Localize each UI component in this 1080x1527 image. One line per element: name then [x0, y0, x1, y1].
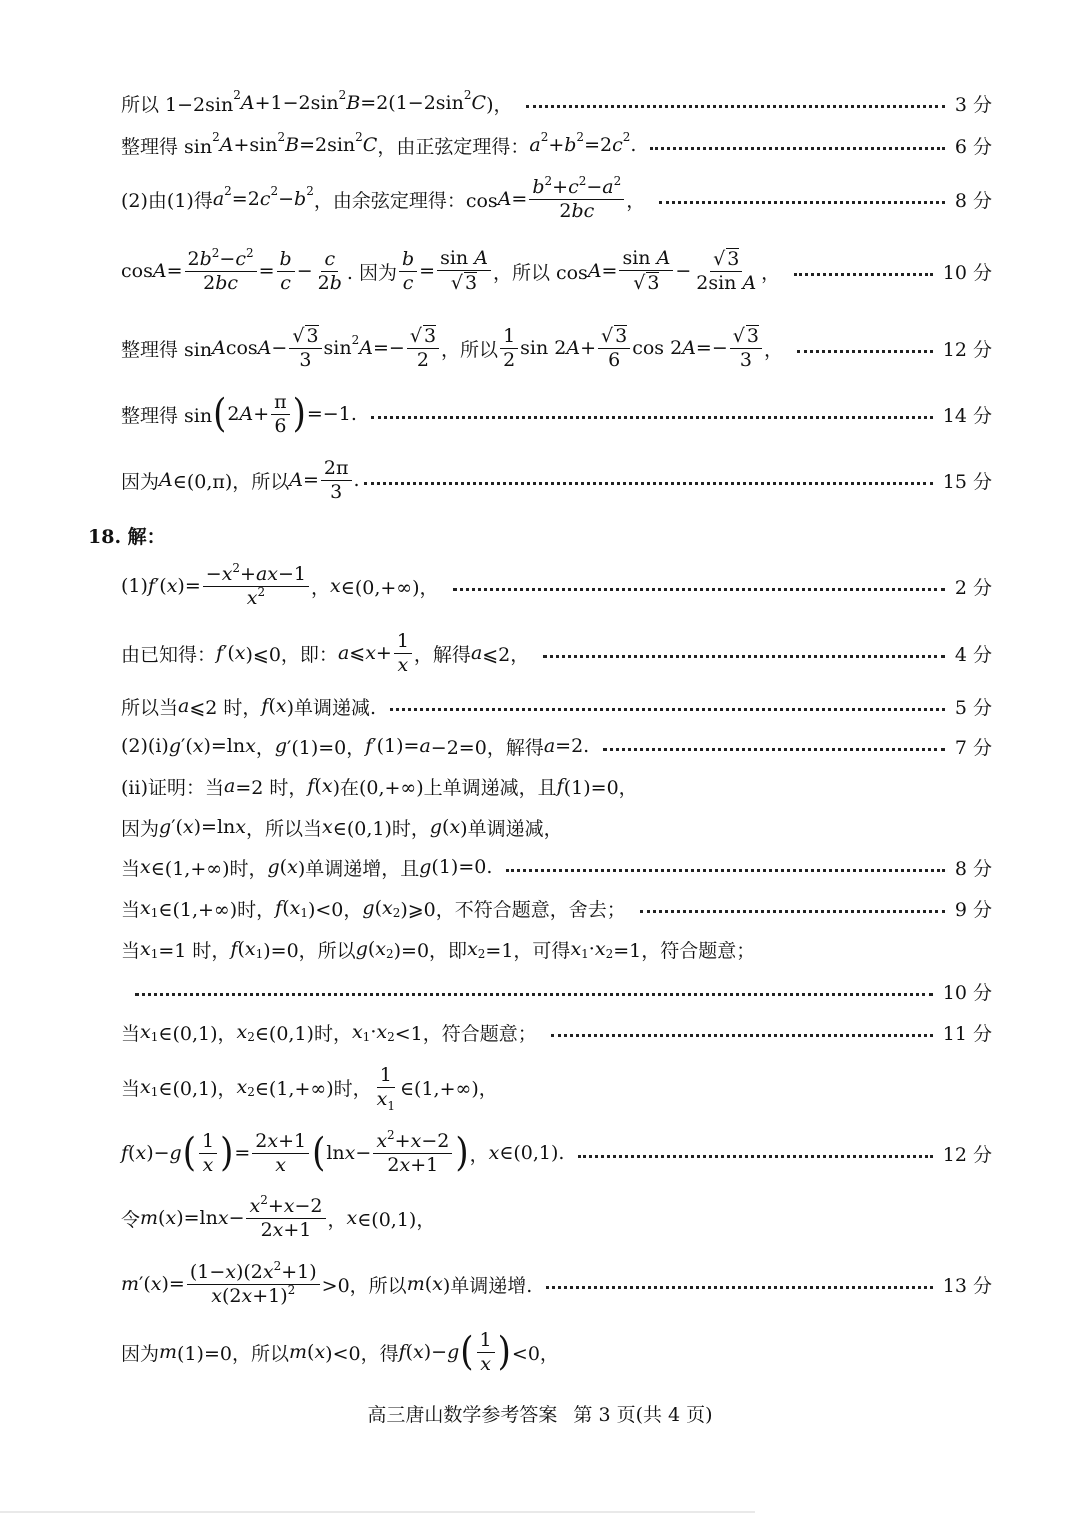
solution-line: [121, 88, 992, 118]
leader-dots: [453, 588, 945, 591]
solution-line: [121, 934, 992, 964]
scan-edge-divider: [0, 1511, 755, 1513]
score-mark: 8 分: [954, 857, 992, 880]
line-expression: m ′( x )= $(1-x)(2x^2+1)$ $x(2x+1)^2$ >0，所以 m ( x )单调递增.: [121, 1258, 533, 1307]
line-expression: 当 x 1 ∈(0,1)， x 2 ∈(0,1)时， x 1 · x 2 <1，符合题意；: [121, 1021, 537, 1045]
score-mark: 10 分: [942, 981, 992, 1004]
solution-line: [121, 628, 992, 678]
leader-dots: [506, 869, 944, 872]
leader-dots: [364, 482, 933, 485]
line-expression: 当 x ∈(1,+∞)时， g ( x )单调递增，且 g (1)=0.: [121, 856, 493, 880]
score-mark: 13 分: [942, 1274, 992, 1297]
line-expression: 因为 A ∈(0,π)，所以 A = 2π 3 .: [121, 456, 360, 503]
solution-line: [121, 1258, 992, 1310]
score-mark: 9 分: [954, 898, 992, 921]
solution-line: [121, 174, 992, 224]
line-expression: (1) f ′( x )= $-x^2+ax-1$ $x^2$ ， x ∈(0,+∞)，: [121, 560, 439, 609]
line-expression: (2)由(1)得 a 2 =2 c 2 − b 2 ，由余弦定理得：cos A = $b^2+c^2-a^2$ 2bc ，: [121, 173, 646, 222]
score-mark: 4 分: [954, 643, 992, 666]
leader-dots: [640, 910, 945, 913]
line-expression: 所以当 a ⩽2 时， f ( x )单调递减.: [121, 695, 377, 719]
leader-dots: [371, 416, 933, 419]
leader-dots: [135, 993, 933, 996]
solution-line: [121, 1126, 992, 1180]
solution-line: [121, 1326, 992, 1378]
score-mark: 5 分: [954, 696, 992, 719]
solution-line: [121, 771, 992, 801]
solution-line: [121, 1017, 992, 1047]
solution-line: [121, 852, 992, 882]
line-expression: (2)(ⅰ) g ′( x )=ln x ， g ′(1)=0， f ′(1)= a −2=0，解得 a =2.: [121, 735, 590, 759]
solution-line: [121, 1062, 992, 1112]
leader-dots: [546, 1286, 932, 1289]
score-mark: 14 分: [942, 404, 992, 427]
line-expression: 当 x 1 =1 时， f ( x 1 )=0，所以 g ( x 2 )=0，即 x 2 =1，可得 x 1 · x 2 =1，符合题意；: [121, 938, 756, 962]
line-expression: cos A = $2b^2-c^2$ 2bc = b c − c 2b . 因为 b c = sin A √ 3 ，所以 cos A = sin A √ 3 − √ 3 2sin A ，: [121, 245, 781, 295]
line-expression: 当 x 1 ∈(1,+∞)时， f ( x 1 )<0， g ( x 2 )⩾0，不符合题意，舍去；: [121, 897, 626, 921]
solution-line: [121, 691, 992, 721]
solution-line: [121, 455, 992, 505]
score-mark: 2 分: [954, 576, 992, 599]
leader-dots: [659, 201, 945, 204]
line-expression: f ( x )− g ( 1 x ) = 2x+1 x ( ln x − $x^2+x-2$ 2x+1 ) ， x ∈(0,1).: [121, 1127, 565, 1176]
score-mark: 6 分: [954, 135, 992, 158]
line-expression: 当 x 1 ∈(0,1)， x 2 ∈(1,+∞)时， 1 $x_1$ ∈(1,+∞)，: [121, 1063, 498, 1113]
solution-line: [121, 560, 992, 612]
solution-line: [121, 389, 992, 439]
solution-line: [121, 245, 992, 297]
solution-line: [121, 976, 992, 1006]
score-mark: 12 分: [942, 1143, 992, 1166]
leader-dots: [603, 748, 945, 751]
solution-line: [121, 731, 992, 761]
score-mark: 11 分: [942, 1022, 992, 1045]
problem-number: 18. 解：: [88, 525, 166, 548]
score-mark: 8 分: [954, 189, 992, 212]
score-mark: 15 分: [942, 470, 992, 493]
score-mark: 7 分: [954, 736, 992, 759]
footer-page-number: 第 3 页(共 4 页): [573, 1404, 713, 1426]
line-expression: 因为 m (1)=0，所以 m ( x )<0，得 f ( x )− g ( 1 x ) <0，: [121, 1328, 559, 1375]
score-mark: 12 分: [942, 338, 992, 361]
line-expression: 整理得 sin ( 2 A + π 6 ) =−1.: [121, 390, 357, 437]
line-expression: 因为 g ′( x )=ln x ，所以当 x ∈(0,1)时， g ( x )单调递减，: [121, 816, 563, 840]
line-expression: (ⅱ)证明：当 a =2 时， f ( x )在(0,+∞)上单调递减，且 f (1)=0，: [121, 775, 638, 799]
problem-heading: [88, 520, 992, 550]
leader-dots: [578, 1155, 932, 1158]
leader-dots: [794, 273, 933, 276]
leader-dots: [390, 708, 945, 711]
footer-title: 高三唐山数学参考答案: [367, 1404, 558, 1426]
solution-line: [121, 1192, 992, 1244]
line-expression: 由已知得： f ′( x )⩽0，即： a ⩽ x + 1 x ，解得 a ⩽2，: [121, 629, 530, 676]
solution-line: [121, 812, 992, 842]
page-footer: [0, 1400, 1080, 1427]
line-expression: 所以 1−2sin 2 A +1−2sin 2 B =2(1−2sin 2 C )，: [121, 88, 513, 116]
line-expression: 令 m ( x )=ln x − $x^2+x-2$ 2x+1 ， x ∈(0,1)，: [121, 1192, 436, 1241]
leader-dots: [551, 1034, 933, 1037]
solution-line: [121, 322, 992, 374]
leader-dots: [650, 147, 944, 150]
leader-dots: [526, 105, 944, 108]
line-expression: 整理得 sin 2 A +sin 2 B =2sin 2 C ，由正弦定理得： a 2 + b 2 =2 c 2 .: [121, 130, 637, 158]
solution-line: [121, 893, 992, 923]
score-mark: 3 分: [954, 93, 992, 116]
leader-dots: [797, 350, 933, 353]
line-expression: 整理得 sin A cos A − √ 3 3 sin 2 A =− √ 3 2 ，所以 1 2 sin 2 A + √ 3 6 cos 2 A =− √ 3 3 ，: [121, 324, 783, 372]
score-mark: 10 分: [942, 261, 992, 284]
solution-line: [121, 130, 992, 160]
leader-dots: [543, 655, 945, 658]
